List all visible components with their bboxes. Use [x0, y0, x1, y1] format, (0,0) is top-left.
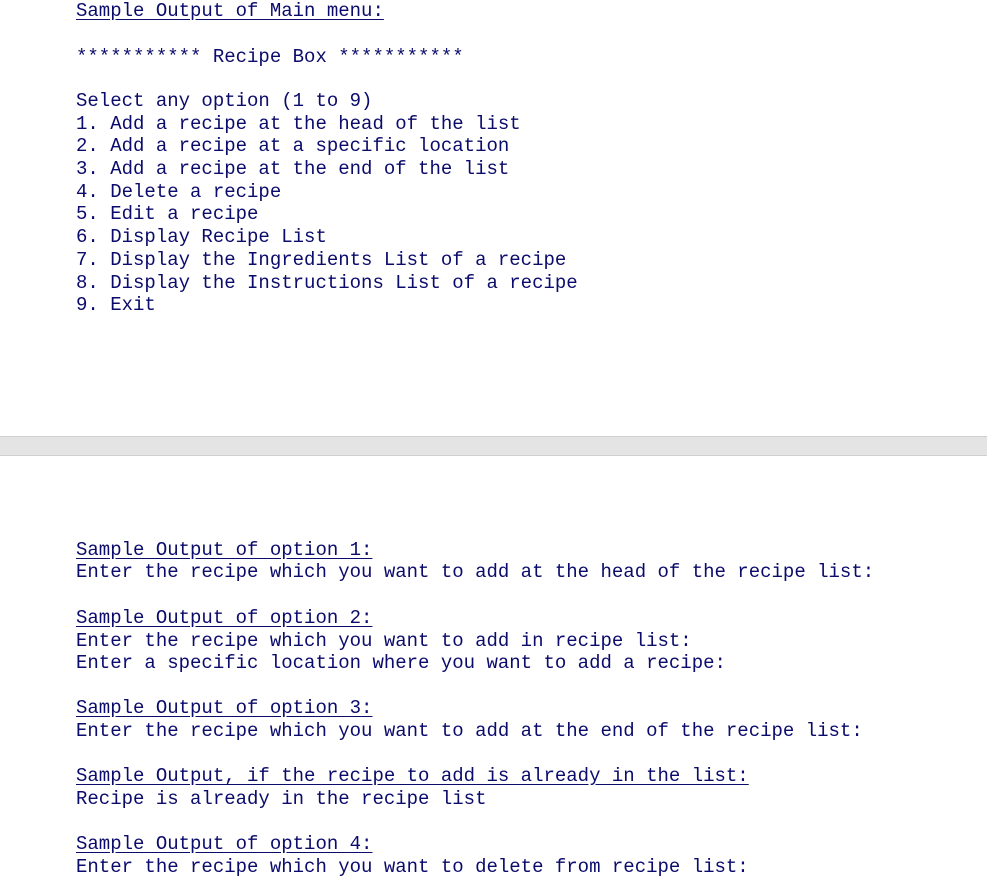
page-break: [0, 436, 987, 456]
menu-option-6: 6. Display Recipe List: [76, 226, 327, 249]
option-2-line-1: Enter the recipe which you want to add in recipe list:: [76, 630, 692, 652]
recipe-box-banner: *********** Recipe Box ***********: [76, 46, 464, 68]
option-1-line-1: Enter the recipe which you want to add at the head of the recipe list:: [76, 561, 875, 583]
option-4-line-1: Enter the recipe which you want to delete from recipe list:: [76, 856, 749, 878]
document-page-2: [0, 456, 987, 888]
option-2-line-2: Enter a specific location where you want to add a recipe:: [76, 652, 726, 674]
menu-option-4: 4. Delete a recipe: [76, 180, 282, 203]
menu-option-5: 5. Edit a recipe: [76, 203, 259, 226]
option-3-heading: Sample Output of option 3:: [76, 697, 373, 719]
menu-option-2: 2. Add a recipe at a specific location: [76, 135, 510, 158]
menu-option-7: 7. Display the Ingredients List of a recipe: [76, 248, 567, 271]
menu-option-1: 1. Add a recipe at the head of the list: [76, 112, 521, 135]
main-menu-options: [76, 90, 578, 317]
main-menu-heading: Sample Output of Main menu:: [76, 0, 384, 22]
option-1-heading: Sample Output of option 1:: [76, 539, 373, 561]
option-4-heading: Sample Output of option 4:: [76, 833, 373, 855]
menu-option-8: 8. Display the Instructions List of a recipe: [76, 271, 578, 294]
menu-option-3: 3. Add a recipe at the end of the list: [76, 158, 510, 181]
document-page-1: [0, 0, 987, 436]
menu-prompt: Select any option (1 to 9): [76, 90, 373, 112]
duplicate-recipe-heading: Sample Output, if the recipe to add is already in the list:: [76, 765, 749, 787]
duplicate-recipe-line-1: Recipe is already in the recipe list: [76, 788, 487, 810]
option-2-heading: Sample Output of option 2:: [76, 607, 373, 629]
menu-option-9: 9. Exit: [76, 294, 156, 317]
option-3-line-1: Enter the recipe which you want to add at the end of the recipe list:: [76, 720, 863, 742]
